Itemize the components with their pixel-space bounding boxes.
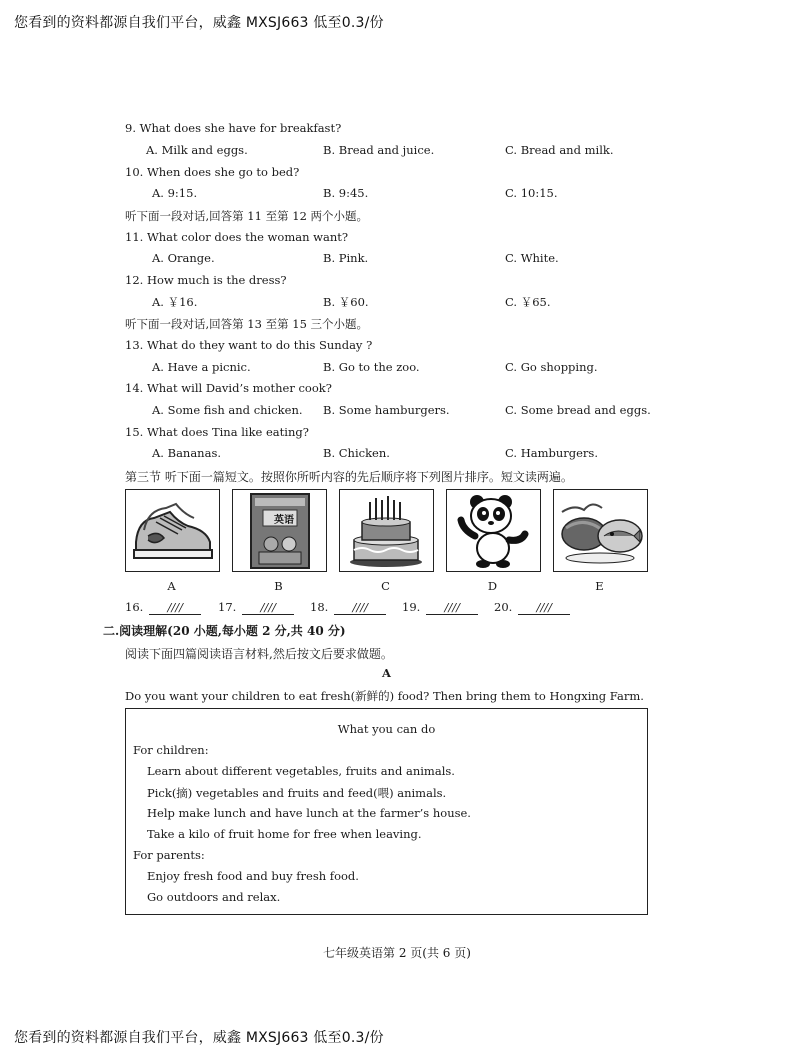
bottom-banner: 您看到的资料都源自我们平台，威鑫 MXSJ663 低至0.3/份 bbox=[14, 1030, 384, 1046]
section-3-heading: 第三节 听下面一篇短文。按照你所听内容的先后顺序将下列图片排序。短文读两遍。 bbox=[125, 470, 573, 484]
question-10-option-b: B. 9:45. bbox=[323, 186, 369, 200]
answer-blank-19[interactable] bbox=[402, 600, 478, 615]
question-9-option-a: A. Milk and eggs. bbox=[146, 143, 248, 157]
blank-number: 20. bbox=[494, 600, 513, 614]
page-footer: 七年级英语第 2 页(共 6 页) bbox=[323, 946, 471, 960]
part-2-instruction: 阅读下面四篇阅读语言材料,然后按文后要求做题。 bbox=[125, 647, 393, 661]
book-icon bbox=[233, 490, 326, 571]
picture-label-d: D bbox=[487, 579, 498, 593]
question-13-option-c: C. Go shopping. bbox=[505, 360, 598, 374]
question-11: 11. What color does the woman want? bbox=[125, 230, 349, 244]
question-14-option-b: B. Some hamburgers. bbox=[323, 403, 450, 417]
question-12-option-a: A. ￥16. bbox=[152, 295, 198, 309]
question-13-option-a: A. Have a picnic. bbox=[152, 360, 251, 374]
box-title: What you can do bbox=[337, 722, 436, 736]
question-13-option-b: B. Go to the zoo. bbox=[323, 360, 420, 374]
picture-d bbox=[446, 489, 541, 572]
blank-answer[interactable]: //// bbox=[518, 600, 570, 615]
blank-number: 19. bbox=[402, 600, 421, 614]
food-plate-icon bbox=[554, 490, 647, 571]
question-9-option-c: C. Bread and milk. bbox=[505, 143, 614, 157]
picture-c bbox=[339, 489, 434, 572]
top-banner: 您看到的资料都源自我们平台，威鑫 MXSJ663 低至0.3/份 bbox=[14, 15, 384, 31]
children-item: Take a kilo of fruit home for free when leaving. bbox=[147, 827, 422, 841]
question-14: 14. What will David’s mother cook? bbox=[125, 381, 332, 395]
instruction-11-12: 听下面一段对话,回答第 11 至第 12 两个小题。 bbox=[125, 209, 369, 223]
blank-number: 16. bbox=[125, 600, 144, 614]
farm-activities-box bbox=[125, 708, 648, 915]
question-15-option-b: B. Chicken. bbox=[323, 446, 390, 460]
book-title: 英语 bbox=[274, 515, 294, 526]
blank-answer[interactable]: //// bbox=[149, 600, 201, 615]
passage-label: A bbox=[382, 666, 391, 680]
blank-number: 18. bbox=[310, 600, 329, 614]
children-item: Learn about different vegetables, fruits and animals. bbox=[147, 764, 455, 778]
blank-number: 17. bbox=[218, 600, 237, 614]
picture-b bbox=[232, 489, 327, 572]
question-9-option-b: B. Bread and juice. bbox=[323, 143, 435, 157]
answer-blank-18[interactable] bbox=[310, 600, 386, 615]
part-2-heading: 二.阅读理解(20 小题,每小题 2 分,共 40 分) bbox=[103, 624, 346, 638]
passage-intro: Do you want your children to eat fresh(新鲜的) food? Then bring them to Hongxing Farm. bbox=[125, 689, 644, 703]
children-label: For children: bbox=[133, 743, 209, 757]
picture-a bbox=[125, 489, 220, 572]
children-item: Help make lunch and have lunch at the farmer’s house. bbox=[147, 806, 471, 820]
question-15-option-c: C. Hamburgers. bbox=[505, 446, 598, 460]
answer-blank-17[interactable] bbox=[218, 600, 294, 615]
question-11-option-a: A. Orange. bbox=[152, 251, 215, 265]
question-15-option-a: A. Bananas. bbox=[152, 446, 222, 460]
picture-label-b: B bbox=[274, 579, 283, 593]
picture-e bbox=[553, 489, 648, 572]
blank-answer[interactable]: //// bbox=[426, 600, 478, 615]
children-item: Pick(摘) vegetables and fruits and feed(喂) animals. bbox=[147, 786, 447, 800]
question-11-option-c: C. White. bbox=[505, 251, 559, 265]
question-14-option-c: C. Some bread and eggs. bbox=[505, 403, 651, 417]
question-13: 13. What do they want to do this Sunday ? bbox=[125, 338, 373, 352]
question-14-option-a: A. Some fish and chicken. bbox=[152, 403, 303, 417]
instruction-13-15: 听下面一段对话,回答第 13 至第 15 三个小题。 bbox=[125, 317, 369, 331]
question-10: 10. When does she go to bed? bbox=[125, 165, 300, 179]
question-11-option-b: B. Pink. bbox=[323, 251, 369, 265]
parents-item: Go outdoors and relax. bbox=[147, 890, 281, 904]
picture-label-a: A bbox=[167, 579, 176, 593]
question-9: 9. What does she have for breakfast? bbox=[125, 121, 342, 135]
question-12: 12. How much is the dress? bbox=[125, 273, 287, 287]
question-15: 15. What does Tina like eating? bbox=[125, 425, 309, 439]
question-12-option-c: C. ￥65. bbox=[505, 295, 551, 309]
parents-label: For parents: bbox=[133, 848, 205, 862]
answer-blank-20[interactable] bbox=[494, 600, 570, 615]
birthday-cake-icon bbox=[340, 490, 433, 571]
question-10-option-a: A. 9:15. bbox=[152, 186, 198, 200]
picture-label-c: C bbox=[381, 579, 390, 593]
question-12-option-b: B. ￥60. bbox=[323, 295, 369, 309]
blank-answer[interactable]: //// bbox=[334, 600, 386, 615]
answer-blank-16[interactable] bbox=[125, 600, 201, 615]
parents-item: Enjoy fresh food and buy fresh food. bbox=[147, 869, 359, 883]
sneaker-icon bbox=[126, 490, 219, 571]
question-10-option-c: C. 10:15. bbox=[505, 186, 558, 200]
blank-answer[interactable]: //// bbox=[242, 600, 294, 615]
panda-icon bbox=[447, 490, 540, 571]
picture-label-e: E bbox=[595, 579, 604, 593]
